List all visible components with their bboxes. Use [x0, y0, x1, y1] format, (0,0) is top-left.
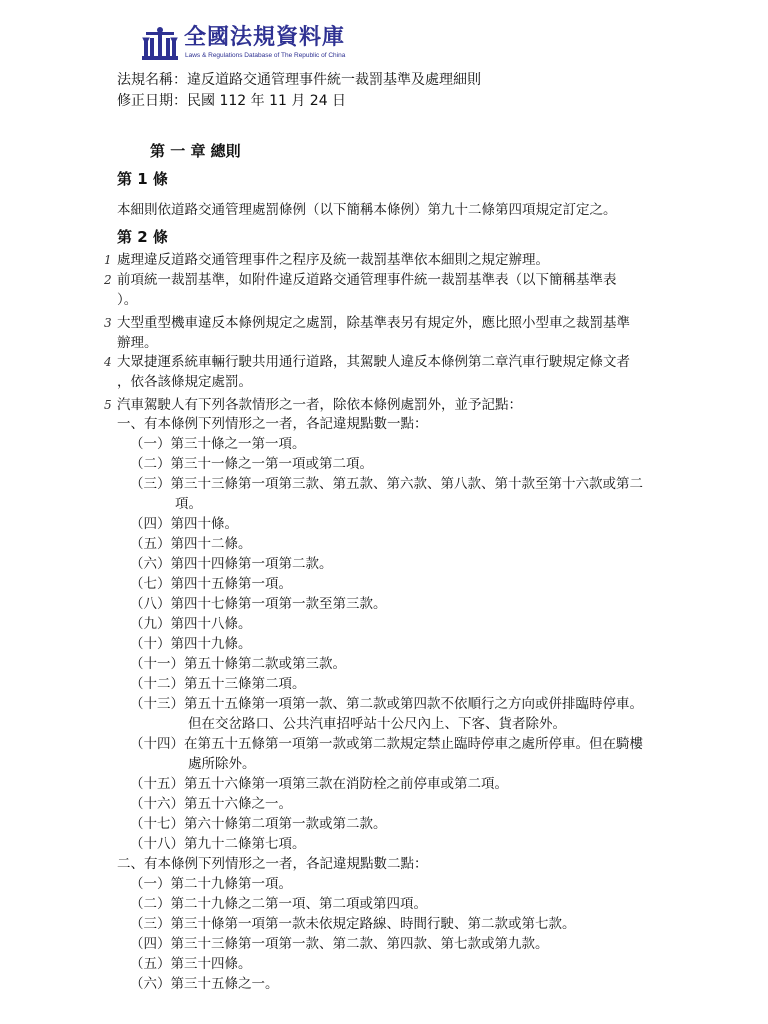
article-2-line: （二）第二十九條之二第一項、第二項或第四項。 — [130, 896, 427, 912]
article-2-line: （六）第四十四條第一項第二款。 — [130, 556, 333, 572]
article-2-line: （三）第三十條第一項第一款未依規定路線、時間行駛、第二款或第七款。 — [130, 916, 576, 932]
article-2-line: （九）第四十八條。 — [130, 616, 252, 632]
article-2-line: 但在交岔路口、公共汽車招呼站十公尺內上、下客、貨者除外。 — [188, 716, 566, 732]
article-2-line: （四）第三十三條第一項第一款、第二款、第四款、第七款或第九款。 — [130, 936, 549, 952]
article-2-line: 大型重型機車違反本條例規定之處罰，除基準表另有規定外，應比照小型車之裁罰基準 — [117, 315, 630, 331]
article-2-line: （二）第三十一條之一第一項或第二項。 — [130, 456, 373, 472]
logo-subtitle: Laws & Regulations Database of The Republic of China — [185, 52, 346, 59]
article-2-line: （五）第三十四條。 — [130, 956, 252, 972]
logo-title: 全國法規資料庫 — [184, 25, 346, 50]
paragraph-number: 5 — [104, 398, 112, 412]
article-2-line: （十五）第五十六條第一項第三款在消防栓之前停車或第二項。 — [130, 776, 508, 792]
paragraph-number: 2 — [104, 273, 112, 287]
article-2-line: （十一）第五十條第二款或第三款。 — [130, 656, 346, 672]
article-2-line: （八）第四十七條第一項第一款至第三款。 — [130, 596, 387, 612]
article-2-line: （一）第二十九條第一項。 — [130, 876, 292, 892]
regulation-name: 法規名稱：違反道路交通管理事件統一裁罰基準及處理細則 — [117, 72, 481, 88]
amendment-date: 修正日期：民國 112 年 11 月 24 日 — [117, 93, 347, 109]
article-2-line: ）。 — [117, 292, 138, 308]
article-2-line: （十）第四十九條。 — [130, 636, 252, 652]
article-2-line: 大眾捷運系統車輛行駛共用通行道路，其駕駛人違反本條例第二章汽車行駛規定條文者 — [117, 354, 630, 370]
article-1-title: 第 1 條 — [117, 170, 168, 188]
article-2-line: （五）第四十二條。 — [130, 536, 252, 552]
article-2-line: （四）第四十條。 — [130, 516, 238, 532]
article-2-line: （十四）在第五十五條第一項第一款或第二款規定禁止臨時停車之處所停車。但在騎樓 — [130, 736, 643, 752]
article-2-line: 一、有本條例下列情形之一者，各記違規點數一點： — [117, 416, 428, 432]
chapter-heading: 第 一 章 總則 — [150, 142, 241, 160]
article-2-line: ，依各該條規定處罰。 — [117, 374, 252, 390]
article-2-line: 前項統一裁罰基準，如附件違反道路交通管理事件統一裁罰基準表（以下簡稱基準表 — [117, 272, 617, 288]
article-2-line: 處所除外。 — [188, 756, 256, 772]
article-2-line: （三）第三十三條第一項第三款、第五款、第六款、第八款、第十款至第十六款或第二 — [130, 476, 643, 492]
article-1-text: 本細則依道路交通管理處罰條例（以下簡稱本條例）第九十二條第四項規定訂定之。 — [117, 202, 617, 218]
paragraph-number: 1 — [104, 253, 112, 267]
article-2-line: 辦理。 — [117, 335, 158, 351]
article-2-line: （十三）第五十五條第一項第一款、第二款或第四款不依順行之方向或併排臨時停車。 — [130, 696, 643, 712]
article-2-line: （十八）第九十二條第七項。 — [130, 836, 306, 852]
article-2-line: 汽車駕駛人有下列各款情形之一者，除依本條例處罰外，並予記點： — [117, 397, 522, 413]
article-2-line: 項。 — [175, 496, 202, 512]
paragraph-number: 4 — [104, 355, 112, 369]
article-2-line: （一）第三十條之一第一項。 — [130, 436, 306, 452]
article-2-line: （十二）第五十三條第二項。 — [130, 676, 306, 692]
article-2-line: 處理違反道路交通管理事件之程序及統一裁罰基準依本細則之規定辦理。 — [117, 252, 549, 268]
article-2-title: 第 2 條 — [117, 228, 168, 246]
article-2-line: （十七）第六十條第二項第一款或第二款。 — [130, 816, 387, 832]
article-2-line: （七）第四十五條第一項。 — [130, 576, 292, 592]
site-logo[interactable] — [140, 24, 380, 64]
document-meta — [117, 70, 481, 112]
article-2-line: 二、有本條例下列情形之一者，各記違規點數二點： — [117, 856, 428, 872]
paragraph-number: 3 — [104, 316, 112, 330]
article-2-line: （六）第三十五條之一。 — [130, 976, 279, 992]
article-2-line: （十六）第五十六條之一。 — [130, 796, 292, 812]
scales-of-justice-icon — [140, 26, 180, 62]
